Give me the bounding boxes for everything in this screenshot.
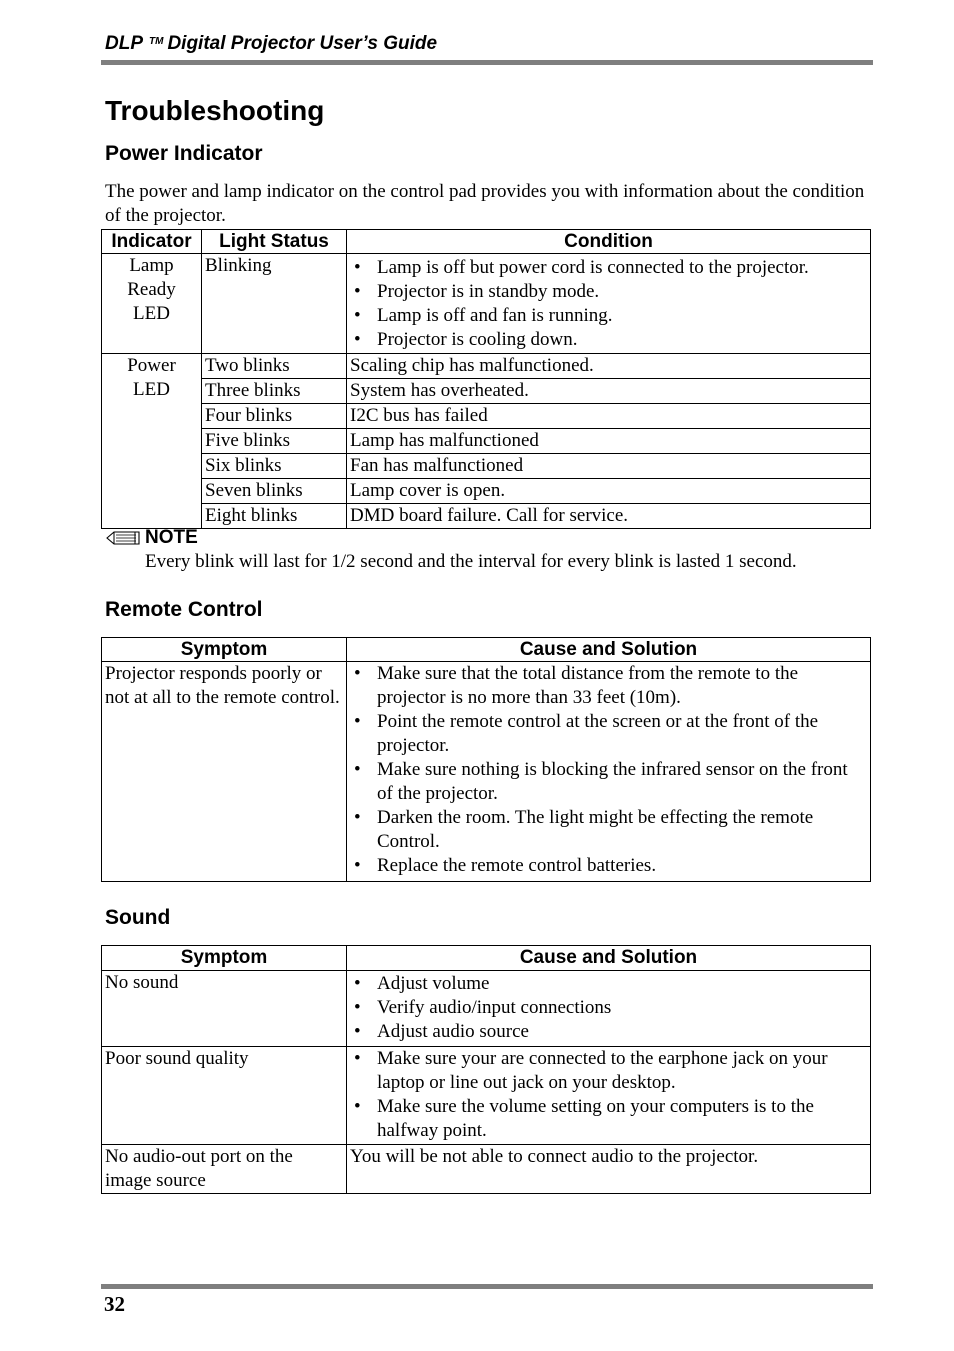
list-item: • Projector is cooling down.: [350, 328, 867, 352]
list-item: • Projector is in standby mode.: [350, 280, 867, 304]
note-text: Every blink will last for 1/2 second and the interval for every blink is lasted 1 second.: [145, 551, 797, 572]
list-item: • Point the remote control at the screen or at the front of the projector.: [350, 710, 867, 758]
table-header-row: [102, 638, 871, 662]
list-item: • Verify audio/input connections: [350, 996, 867, 1020]
table-row: [102, 479, 871, 504]
condition-cell: DMD board failure. Call for service.: [347, 504, 871, 529]
header-dlp: DLP: [105, 33, 143, 54]
col-indicator: Indicator: [102, 230, 202, 254]
remote-control-table: [101, 637, 871, 882]
table-row: [102, 379, 871, 404]
lamp-indicator-cell: Lamp Ready LED: [102, 254, 202, 354]
list-item: • Lamp is off but power cord is connected to the projector.: [350, 256, 867, 280]
list-item: • Make sure nothing is blocking the infrared sensor on the front of the projector.: [350, 758, 867, 806]
solutions-list: [350, 1047, 867, 1143]
table-row: [102, 404, 871, 429]
status-cell: Five blinks: [202, 429, 347, 454]
power-indicator-cell: Power LED: [102, 354, 202, 529]
table-row: [102, 429, 871, 454]
table-row: [102, 1145, 871, 1194]
status-cell: Six blinks: [202, 454, 347, 479]
solutions-list: [350, 662, 867, 878]
solutions-cell: [347, 662, 871, 882]
table-row: [102, 662, 871, 882]
symptom-cell: No audio-out port on the image source: [102, 1145, 347, 1194]
table-row: [102, 354, 871, 379]
list-item: • Replace the remote control batteries.: [350, 854, 867, 878]
symptom-cell: No sound: [102, 971, 347, 1047]
symptom-cell: Projector responds poorly or not at all to the remote control.: [102, 662, 347, 882]
list-item: • Adjust volume: [350, 972, 867, 996]
condition-cell: Lamp has malfunctioned: [347, 429, 871, 454]
power-indicator-heading: Power Indicator: [105, 142, 263, 165]
solutions-cell: [347, 1047, 871, 1145]
page-title: Troubleshooting: [105, 95, 325, 126]
status-cell: Eight blinks: [202, 504, 347, 529]
solution-text-cell: You will be not able to connect audio to the projector.: [347, 1145, 871, 1194]
footer-rule: [101, 1284, 873, 1289]
status-cell: Seven blinks: [202, 479, 347, 504]
header-guide-title: Digital Projector User’s Guide: [167, 33, 438, 54]
condition-cell: System has overheated.: [347, 379, 871, 404]
table-row: [102, 1047, 871, 1145]
remote-control-heading: Remote Control: [105, 598, 263, 621]
page-number: 32: [104, 1292, 125, 1316]
condition-cell: Fan has malfunctioned: [347, 454, 871, 479]
trademark: TM: [149, 36, 164, 47]
condition-cell: Scaling chip has malfunctioned.: [347, 354, 871, 379]
status-cell: Two blinks: [202, 354, 347, 379]
note-label: NOTE: [145, 527, 198, 548]
power-intro: The power and lamp indicator on the control pad provides you with information about the condition of the projector.: [105, 181, 865, 226]
table-row: [102, 504, 871, 529]
list-item: • Make sure that the total distance from the remote to the projector is no more than 33 feet (10m).: [350, 662, 867, 710]
lamp-conditions-cell: [347, 254, 871, 354]
table-header-row: [102, 230, 871, 254]
col-cause-solution: Cause and Solution: [347, 946, 871, 971]
status-cell: Four blinks: [202, 404, 347, 429]
condition-cell: Lamp cover is open.: [347, 479, 871, 504]
header-rule: [101, 60, 873, 65]
sound-table: [101, 945, 871, 1194]
table-header-row: [102, 946, 871, 971]
col-condition: Condition: [347, 230, 871, 254]
list-item: • Make sure the volume setting on your computers is to the halfway point.: [350, 1095, 867, 1143]
list-item: • Lamp is off and fan is running.: [350, 304, 867, 328]
solutions-cell: [347, 971, 871, 1047]
status-cell: Three blinks: [202, 379, 347, 404]
col-cause-solution: Cause and Solution: [347, 638, 871, 662]
list-item: • Make sure your are connected to the earphone jack on your laptop or line out jack on your desktop.: [350, 1047, 867, 1095]
lamp-conditions-list: [350, 256, 867, 352]
solutions-list: [350, 972, 867, 1044]
table-row: [102, 254, 871, 354]
col-symptom: Symptom: [102, 946, 347, 971]
list-item: • Adjust audio source: [350, 1020, 867, 1044]
table-row: [102, 454, 871, 479]
sound-heading: Sound: [105, 906, 171, 929]
table-row: [102, 971, 871, 1047]
running-header: [105, 33, 437, 55]
note-heading: [105, 527, 198, 549]
symptom-cell: Poor sound quality: [102, 1047, 347, 1145]
lamp-status-cell: Blinking: [202, 254, 347, 354]
list-item: • Darken the room. The light might be effecting the remote Control.: [350, 806, 867, 854]
col-light-status: Light Status: [202, 230, 347, 254]
power-indicator-table: [101, 229, 871, 529]
condition-cell: I2C bus has failed: [347, 404, 871, 429]
note-pencil-icon: [105, 530, 141, 546]
col-symptom: Symptom: [102, 638, 347, 662]
